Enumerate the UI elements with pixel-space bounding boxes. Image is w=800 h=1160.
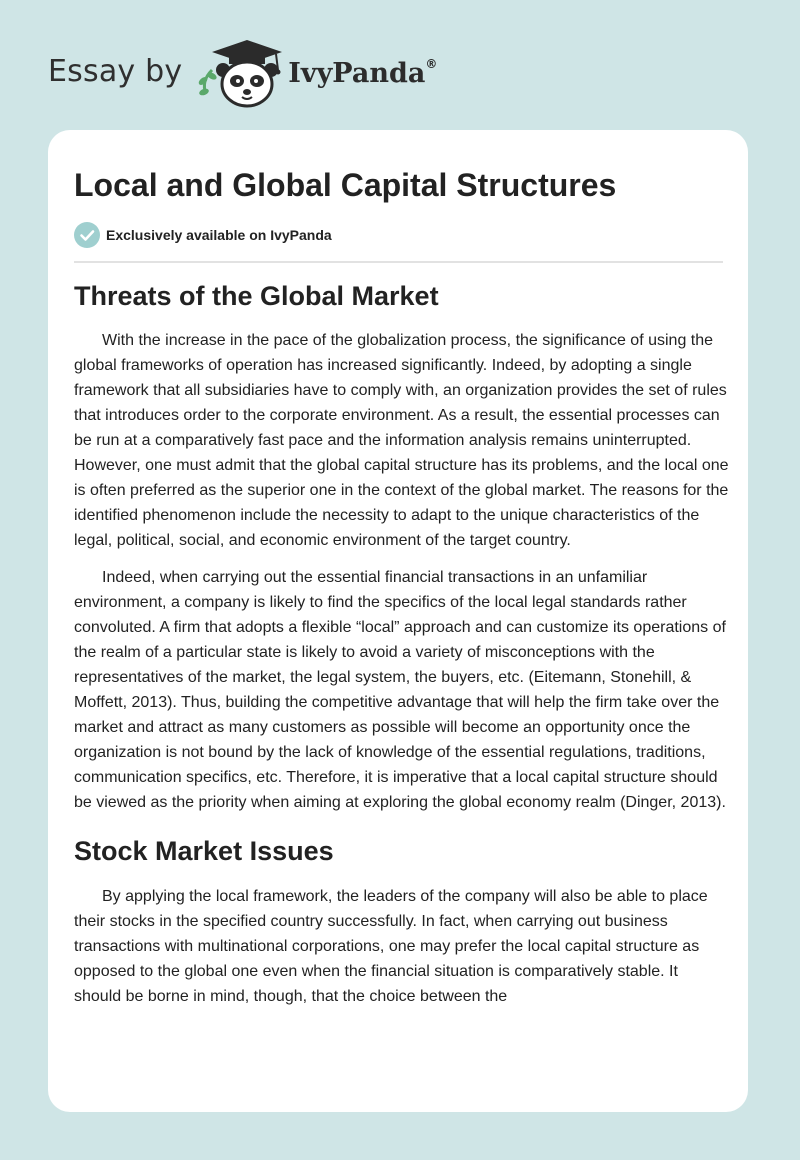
check-circle-icon [74, 222, 100, 248]
brand-name: IvyPanda® [288, 56, 438, 89]
exclusive-badge [74, 222, 332, 248]
essay-card [48, 130, 748, 1112]
registered-mark: ® [425, 56, 438, 71]
title-divider [74, 261, 723, 263]
essay-by-label: Essay by [48, 54, 183, 89]
paragraph: By applying the local framework, the leaders of the company will also be able to place their stocks in the specified country successfully. In fact, when carrying out business transactions with multinational corporations, one may prefer the local capital structure as opposed to the global one even when the financial situation is comparatively stable. It should be borne in mind, though, that the choice between the [74, 887, 708, 1005]
panda-graduate-icon [192, 34, 286, 110]
page-title: Local and Global Capital Structures [74, 167, 617, 203]
essay-body [74, 280, 729, 1021]
paragraph: Indeed, when carrying out the essential financial transactions in an unfamiliar environment, a company is likely to find the specifics of the local legal standards rather convoluted. A firm that adopts a flexible “local” approach and can customize its operations of the realm of a particular state is likely to avoid a variety of misconceptions with the representatives of the market, the legal system, the buyers, etc. (Eitemann, Stonehill, & Moffett, 2013). Thus, building the competitive advantage that will help the firm take over the market and attract as many customers as possible will become an opportunity once the organization is not bound by the lack of knowledge of the essential regulations, traditions, communication specifics, etc. Therefore, it is imperative that a local capital structure should be viewed as the priority when aiming at exploring the global economy realm (Dinger, 2013). [74, 569, 726, 812]
site-header [48, 34, 748, 110]
paragraph: With the increase in the pace of the globalization process, the significance of using the global frameworks of operation has increased significantly. Indeed, by adopting a single framework that all subsidiaries have to comply with, an organization provides the set of rules that introduces order to the corporate environment. As a result, the essential processes can be run at a comparatively fast pace and the information analysis remains uninterrupted. However, one must admit that the global capital structure has its problems, and the local one is often preferred as the superior one in the context of the global market. The reasons for the identified phenomenon include the necessity to adapt to the unique characteristics of the legal, political, social, and economic environment of the target country. [74, 332, 729, 550]
section-heading: Threats of the Global Market [74, 281, 439, 311]
exclusive-badge-text: Exclusively available on IvyPanda [106, 227, 332, 243]
section-heading: Stock Market Issues [74, 836, 334, 867]
